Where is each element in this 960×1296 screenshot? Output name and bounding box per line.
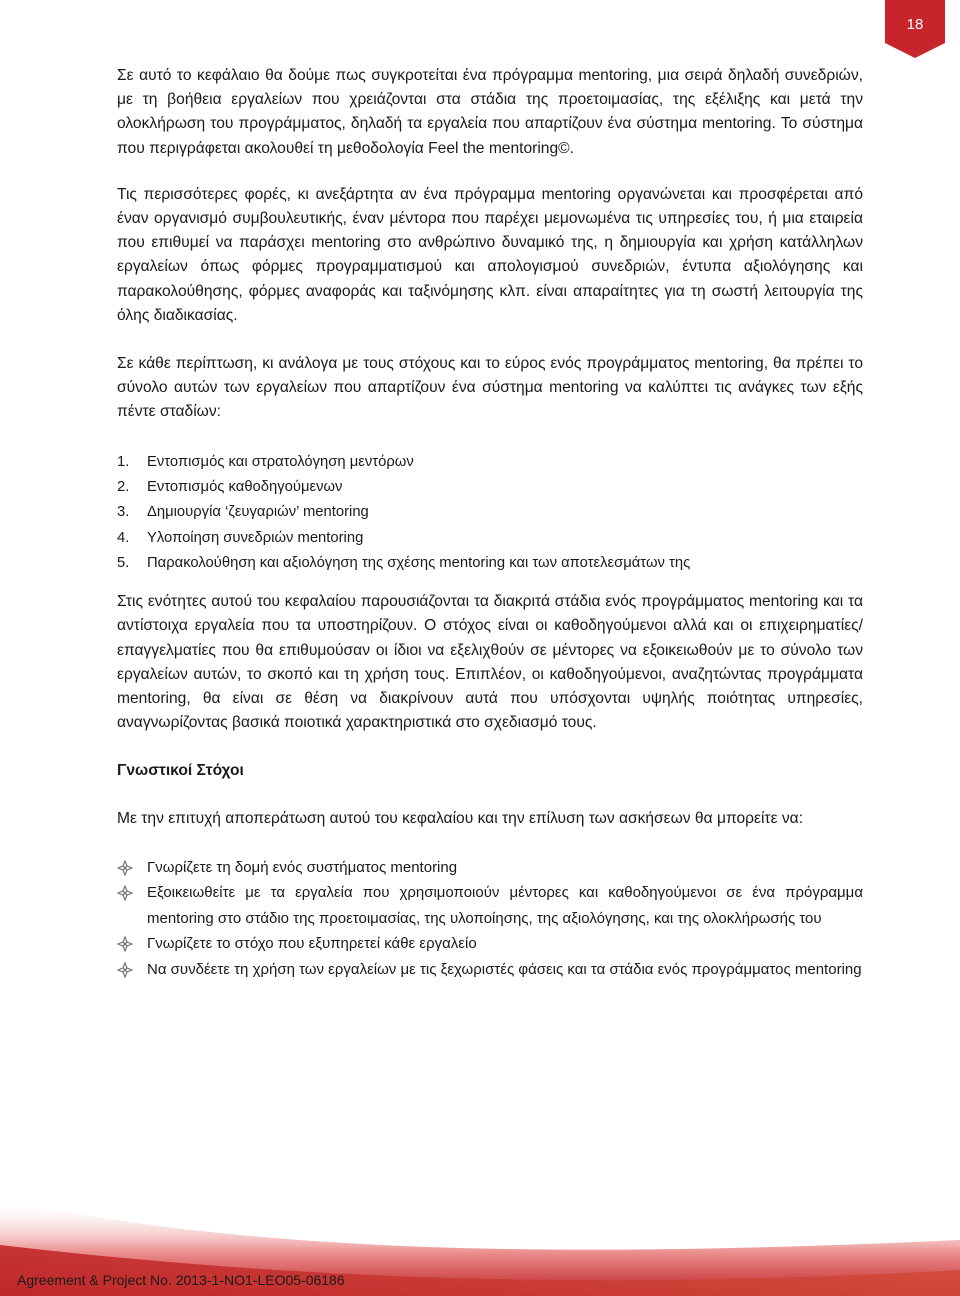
document-body [117,64,863,982]
objectives-list [117,855,863,983]
paragraph-stages-intro: Σε κάθε περίπτωση, κι ανάλογα με τους στόχους και το εύρος ενός προγράμματος mentoring, θα πρέπει το σύνολο αυτών των εργαλείων που απαρτίζουν ένα σύστημα mentoring να καλύπτει τις ανάγκες των εξής πέντε σταδίων: [117,355,863,421]
paragraph-intro: Σε αυτό το κεφάλαιο θα δούμε πως συγκροτείται ένα πρόγραμμα mentoring, μια σειρά δηλαδή συνεδριών, με τη βοήθεια εργαλείων που χρειάζονται στα στάδια της προετοιμασίας, της εξέλιξης και μετά την ολοκλήρωση του προγράμματος, δηλαδή τα εργαλεία που απαρτίζουν ένα σύστημα mentoring. Το σύστημα που περιγράφεται ακολουθεί τη μεθοδολογία Feel the mentoring©. [117,67,863,157]
objectives-heading: Γνωστικοί Στόχοι [117,762,244,780]
paragraph-objectives-intro: Με την επιτυχή αποπεράτωση αυτού του κεφαλαίου και την επίλυση των ασκήσεων θα μπορείτε να: [117,810,804,828]
footer-agreement: Agreement & Project No. 2013-1-NO1-LEO05-06186 [17,1272,345,1288]
diamond-star-icon [117,962,133,978]
diamond-star-icon [117,936,133,952]
list-item: 3. Δημιουργία ‘ζευγαριών’ mentoring [117,504,369,521]
list-item: Εξοικειωθείτε με τα εργαλεία που χρησιμοποιούν μέντορες και καθοδηγούμενοι σε ένα πρόγραμμα mentoring στο στάδιο της προετοιμασίας, της υλοποίησης, της αξιολόγησης, και της ολοκλήρωσής του [117,880,863,931]
list-item: Να συνδέετε τη χρήση των εργαλείων με τις ξεχωριστές φάσεις και τα στάδια ενός προγράμματος mentoring [117,957,863,983]
list-item: 2. Εντοπισμός καθοδηγούμενων [117,478,343,495]
paragraph-sections: Στις ενότητες αυτού του κεφαλαίου παρουσιάζονται τα διακριτά στάδια ενός προγράμματος mentoring και τα αντίστοιχα εργαλεία που τα υποστηρίζουν. Ο στόχος είναι οι καθοδηγούμενοι αλλά και οι επιχειρηματίες/επαγγελματίες που θα επιθυμούσαν οι ίδιοι να εξελιχθούν σε μέντορες να εξοικειωθούν με το σύνολο των εργαλείων αυτών, το σκοπό και τη χρήση τους. Επιπλέον, οι καθοδηγούμενοι, αναζητώντας προγράμματα mentoring, θα είναι σε θέση να διακρίνουν αυτά που υπόσχονται υψηλής ποιότητας υπηρεσίες, αναγνωρίζοντας βασικά ποιοτικά χαρακτηριστικά στο σχεδιασμό τους. [117,593,863,732]
stages-list [117,450,863,576]
list-item: Γνωρίζετε το στόχο που εξυπηρετεί κάθε εργαλείο [117,931,863,957]
paragraph-tools: Τις περισσότερες φορές, κι ανεξάρτητα αν ένα πρόγραμμα mentoring οργανώνεται και προσφέρεται από έναν οργανισμό συμβουλευτικής, έναν μέντορα που παρέχει μεμονωμένα τις υπηρεσίες του, ή μια εταιρεία που επιθυμεί να παράσχει mentoring στο ανθρώπινο δυναμικό της, η δημιουργία και χρήση κατάλληλων εργαλείων όπως φόρμες προγραμματισμού και απολογισμού συνεδριών, έντυπα αξιολόγησης και παρακολούθησης, φόρμες αναφοράς και ταξινόμησης κλπ. είναι απαραίτητες για τη σωστή λειτουργία της όλης διαδικασίας. [117,185,863,324]
list-item: 5. Παρακολούθηση και αξιολόγηση της σχέσης mentoring και των αποτελεσμάτων της [117,554,691,571]
list-item: Γνωρίζετε τη δομή ενός συστήματος mentoring [117,855,863,881]
list-item: 4. Υλοποίηση συνεδριών mentoring [117,529,364,546]
list-item: 1. Εντοπισμός και στρατολόγηση μεντόρων [117,453,414,470]
page-number: 18 [906,16,924,33]
diamond-star-icon [117,860,133,876]
diamond-star-icon [117,885,133,901]
page-number-badge [885,0,945,58]
